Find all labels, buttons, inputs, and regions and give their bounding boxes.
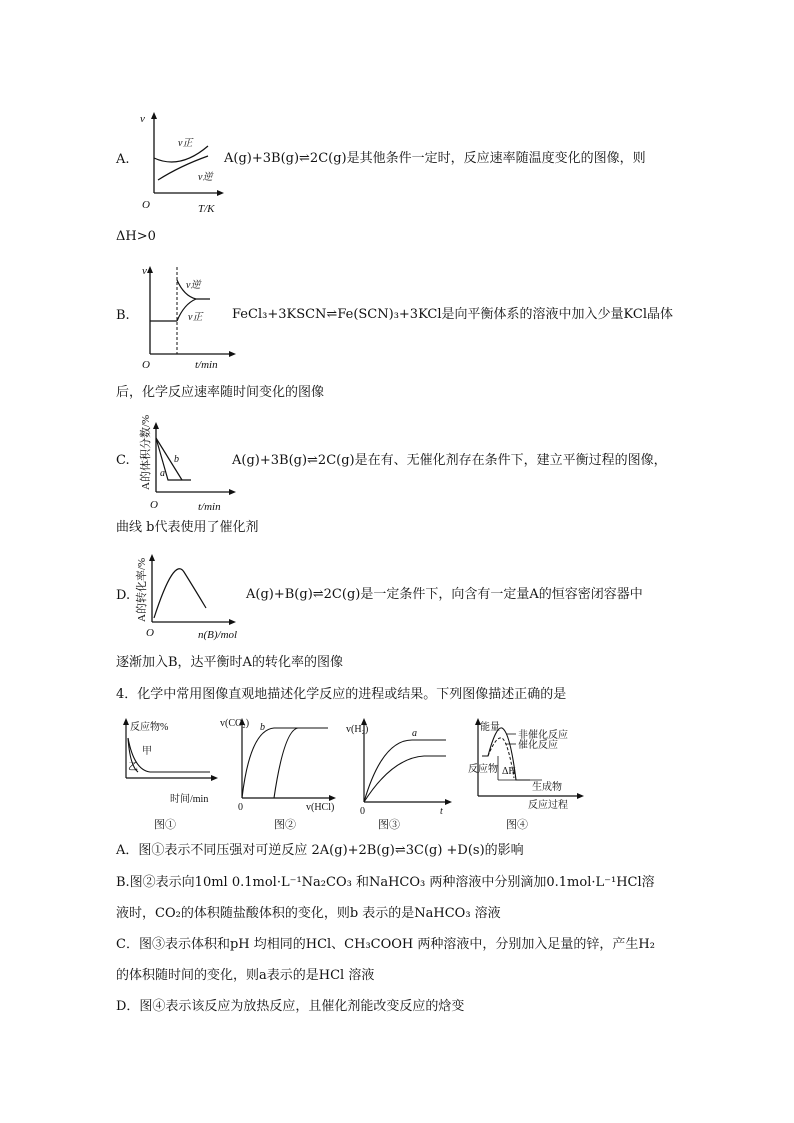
fig1-caption: 图① [154,819,176,831]
fig4-label-cat: 催化反应 [518,740,558,751]
graph-a-x-label: T/K [198,203,215,215]
fig4-x-label: 反应过程 [528,800,568,811]
fig3-origin: 0 [360,806,365,817]
fig2 [220,716,338,832]
graph-a-y-label: v [140,113,145,125]
graph-b-vfwd: v正 [188,312,203,323]
graph-b-x-label: t/min [195,359,218,371]
q4-option-c-2: 的体积随时间的变化，则a表示的是HCl 溶液 [116,968,375,983]
fig4 [470,716,600,832]
fig3-x-label: t [440,806,443,817]
fig2-caption: 图② [274,819,296,831]
graph-b-vrev: v逆 [186,280,201,291]
fig4-product: 生成物 [532,782,562,793]
graph-b [140,262,240,372]
fig1-y-label: 反应物% [130,722,169,733]
q4-option-b-1: B.图②表示向10ml 0.1mol·L⁻¹Na₂CO₃ 和NaHCO₃ 两种溶液中分别滴加0.1mol·L⁻¹HCl溶 [116,875,655,890]
option-c-letter: C. [116,453,130,468]
fig4-caption: 图④ [506,819,528,831]
option-a-text: A(g)+3B(g)⇌2C(g)是其他条件一定时，反应速率随温度变化的图像，则 [224,151,646,166]
fig2-origin: 0 [238,802,243,813]
fig2-curve-b: b [260,722,265,733]
fig3 [346,716,456,832]
option-d-text-cont: 逐渐加入B，达平衡时A的转化率的图像 [116,655,343,670]
q4-option-c-1: C．图③表示体积和pH 均相同的HCl、CH₃COOH 两种溶液中，分别加入足量的锌，产生H₂ [116,937,655,952]
q4-option-d: D．图④表示该反应为放热反应，且催化剂能改变反应的焓变 [116,999,465,1014]
fig1-x-label: 时间/min [170,794,209,805]
graph-c-y-label: A的体积分数/% [140,414,152,490]
q4-option-b-2: 液时，CO₂的体积随盐酸体积的变化，则b 表示的是NaHCO₃ 溶液 [116,906,501,921]
fig3-curve-a: a [412,728,417,739]
option-b-text: FeCl₃+3KSCN⇌Fe(SCN)₃+3KCl是向平衡体系的溶液中加入少量KCl晶体 [232,307,673,322]
fig2-x-label: v(HCl) [306,802,335,813]
graph-c-label-a: a [160,468,165,479]
fig4-reactant: 反应物 [468,764,498,775]
option-a-letter: A. [116,152,130,167]
graph-a [140,108,230,218]
fig3-y-label: v(H₂) [346,724,369,735]
fig2-y-label: v(CO₂) [220,718,250,729]
q4-stem: 4．化学中常用图像直观地描述化学反应的进程或结果。下列图像描述正确的是 [116,687,567,702]
fig1-curve-yi: 乙 [128,762,138,773]
fig3-caption: 图③ [378,819,400,831]
q4-option-a: A．图①表示不同压强对可逆反应 2A(g)+2B(g)⇌3C(g) +D(s)的影响 [116,843,524,858]
graph-c [136,414,246,516]
graph-b-y-label: v [142,265,147,277]
option-b-text-cont: 后，化学反应速率随时间变化的图像 [116,385,325,400]
option-d-letter: D. [116,588,131,603]
fig1 [120,716,220,832]
fig1-curve-jia: 甲 [142,746,152,757]
graph-c-label-b: b [174,454,179,465]
option-b-letter: B. [116,308,130,323]
option-d-text: A(g)+B(g)⇌2C(g)是一定条件下，向含有一定量A的恒容密闭容器中 [246,587,643,602]
fig4-y-label: 能量 [480,722,500,733]
graph-d [132,552,252,644]
graph-d-origin: O [146,627,154,639]
graph-c-x-label: t/min [198,501,221,513]
option-a-dh: ΔH>0 [116,229,156,244]
option-c-text: A(g)+3B(g)⇌2C(g)是在有、无催化剂存在条件下，建立平衡过程的图像， [232,453,667,468]
fig4-label-noncat: 非催化反应 [518,730,568,741]
option-c-text-cont: 曲线 b代表使用了催化剂 [116,520,259,535]
graph-a-vrev: v逆 [198,172,213,183]
fig4-dh: ΔH [502,766,516,777]
graph-d-y-label: A的转化率/% [136,557,148,622]
graph-a-vfwd: v正 [178,138,193,149]
graph-b-origin: O [142,359,150,371]
graph-d-x-label: n(B)/mol [198,629,238,641]
graph-c-origin: O [150,499,158,511]
graph-a-origin: O [142,199,150,211]
